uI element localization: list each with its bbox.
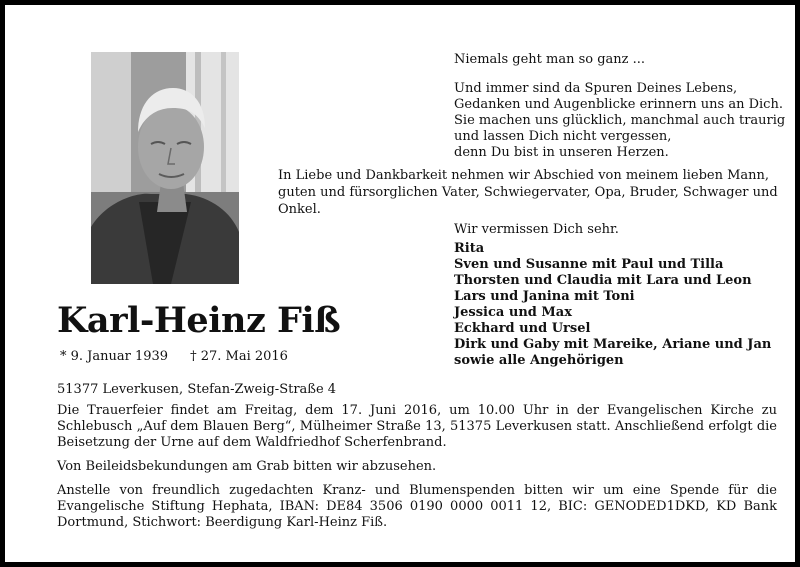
family-member: Dirk und Gaby mit Mareike, Ariane und Jan	[454, 337, 772, 352]
deceased-name: Karl-Heinz Fiß	[57, 300, 341, 341]
family-member: Lars und Janina mit Toni	[454, 289, 635, 304]
poem-gap	[454, 68, 785, 81]
poem-line: Sie machen uns glücklich, manchmal auch traurig	[454, 113, 786, 128]
address: 51377 Leverkusen, Stefan-Zweig-Straße 4	[57, 382, 337, 397]
poem-line: Und immer sind da Spuren Deines Lebens,	[454, 81, 738, 96]
birth-date: * 9. Januar 1939	[60, 349, 169, 364]
family-member: Thorsten und Claudia mit Lara und Leon	[454, 273, 752, 288]
poem-opening: Niemals geht man so ganz ...	[454, 52, 646, 67]
farewell-text: In Liebe und Dankbarkeit nehmen wir Abschied von meinem lieben Mann, guten und fürsorglichen Vater, Schwiegervater, Opa, Bruder, Schwager und Onkel.	[278, 168, 778, 217]
death-date: † 27. Mai 2016	[190, 349, 288, 364]
family-member: sowie alle Angehörigen	[454, 353, 624, 368]
life-dates	[60, 349, 288, 365]
family-member: Jessica und Max	[454, 305, 572, 320]
condolence-text: Von Beileidsbekundungen am Grab bitten wir abzusehen.	[57, 459, 437, 474]
notice-details	[57, 382, 777, 539]
donation-text: Anstelle von freundlich zugedachten Kranz- und Blumenspenden bitten wir um eine Spende für die Evangelische Stiftung Hephata, IBAN: DE84 3506 0190 0000 0011 12, BIC: GENODED1DKD, KD Bank Dortmund, Stichwort: Beerdigung Karl-Heinz Fiß.	[57, 483, 777, 530]
miss-text: Wir vermissen Dich sehr.	[454, 222, 619, 237]
portrait-photo	[91, 52, 239, 284]
poem-line: Gedanken und Augenblicke erinnern uns an Dich.	[454, 97, 783, 112]
family-member: Sven und Susanne mit Paul und Tilla	[454, 257, 724, 272]
poem-line: denn Du bist in unseren Herzen.	[454, 145, 669, 160]
portrait-image	[91, 52, 239, 284]
family-member: Eckhard und Ursel	[454, 321, 591, 336]
poem	[454, 52, 785, 161]
family-member: Rita	[454, 241, 485, 256]
poem-line: und lassen Dich nicht vergessen,	[454, 129, 672, 144]
ceremony-text: Die Trauerfeier findet am Freitag, dem 17. Juni 2016, um 10.00 Uhr in der Evangelischen Kirche zu Schlebusch „Auf dem Blauen Berg“, Mülheimer Straße 13, 51375 Leverkusen statt. Anschließend erfolgt die Beisetzung der Urne auf dem Waldfriedhof Scherfenbrand.	[57, 403, 777, 450]
family-list	[454, 241, 771, 369]
